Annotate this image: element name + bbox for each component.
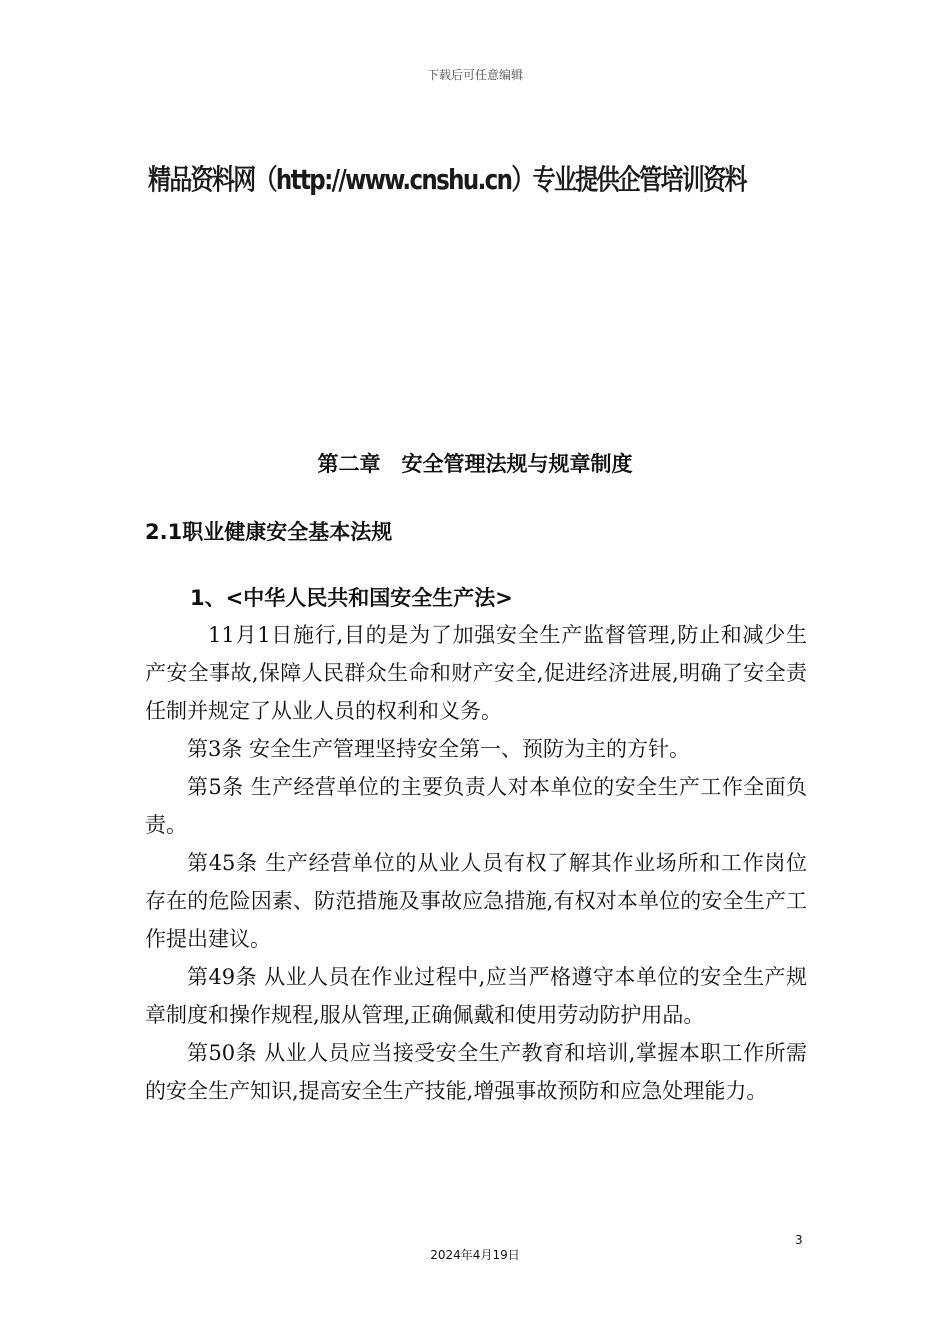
paragraph: 第49条 从业人员在作业过程中,应当严格遵守本单位的安全生产规章制度和操作规程,服从管理,正确佩戴和使用劳动防护用品。 [145, 965, 807, 1027]
page-number: 3 [795, 1233, 803, 1247]
header-note: 下载后可任意编辑 [426, 68, 523, 82]
paragraph: 第3条 安全生产管理坚持安全第一、预防为主的方针。 [187, 737, 691, 761]
footer-date: 2024年4月19日 [430, 1248, 520, 1262]
paragraph: 第50条 从业人员应当接受安全生产教育和培训,掌握本职工作所需的安全生产知识,提高安全生产技能,增强事故预防和应急处理能力。 [145, 1041, 807, 1103]
paragraph: 第5条 生产经营单位的主要负责人对本单位的安全生产工作全面负责。 [145, 775, 807, 837]
law-title: 1、<中华人民共和国安全生产法> [190, 586, 513, 610]
paragraph: 第45条 生产经营单位的从业人员有权了解其作业场所和工作岗位存在的危险因素、防范措施及事故应急措施,有权对本单位的安全生产工作提出建议。 [145, 851, 807, 951]
chapter-title: 第二章 安全管理法规与规章制度 [317, 452, 633, 476]
section-title: 2.1职业健康安全基本法规 [145, 520, 393, 544]
body-text [145, 616, 807, 1110]
paragraph: 11月1日施行,目的是为了加强安全生产监督管理,防止和减少生产安全事故,保障人民群众生命和财产安全,促进经济进展,明确了安全责任制并规定了从业人员的权利和义务。 [145, 623, 807, 723]
banner-logo-text: 精品资料网（http://www.cnshu.cn）专业提供企管培训资料 [148, 163, 746, 196]
